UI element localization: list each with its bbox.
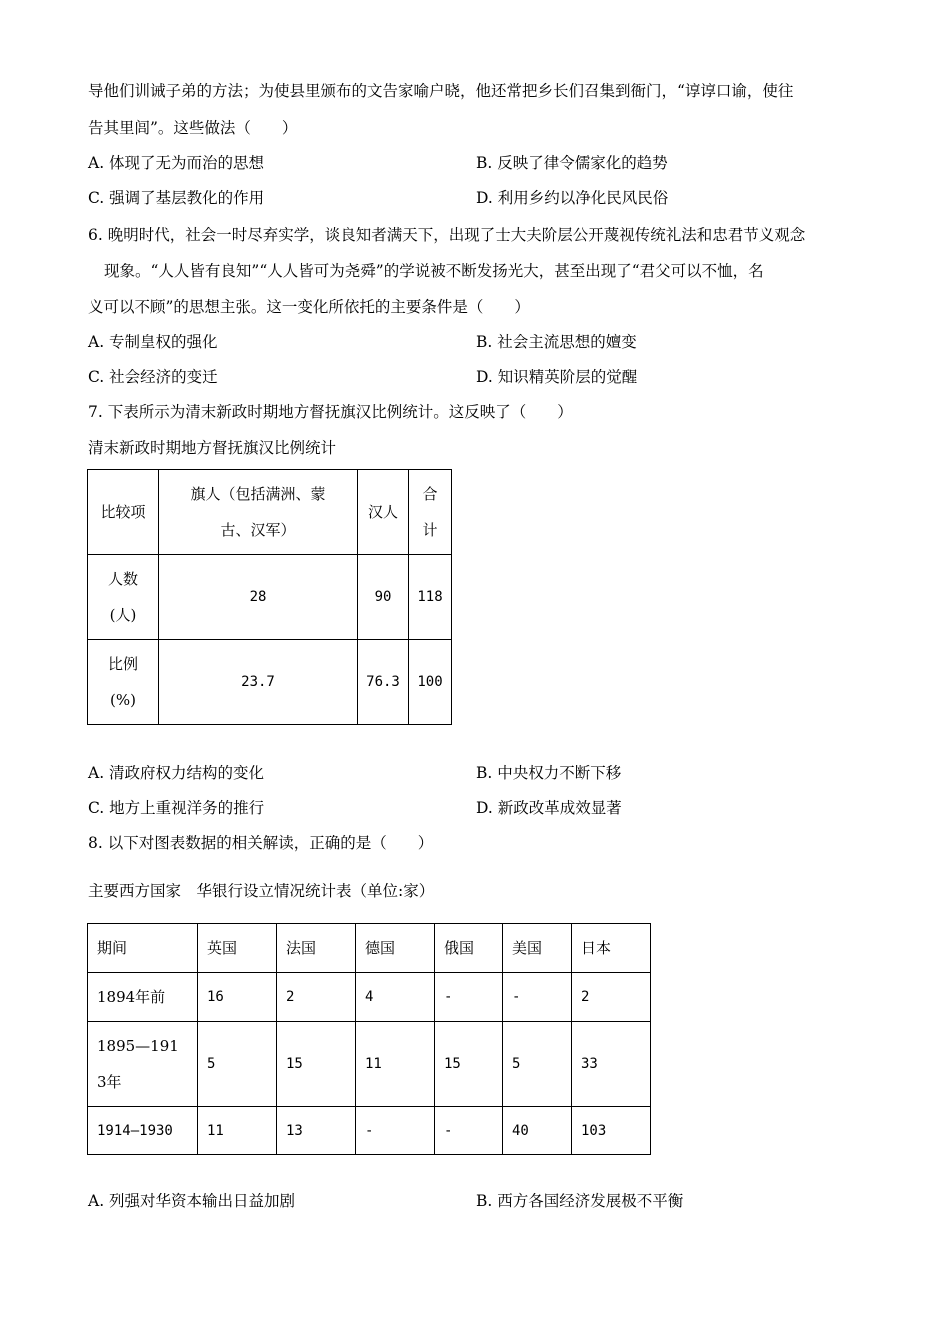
table-header-cell: 比较项 (88, 470, 159, 555)
table-header-row (88, 470, 452, 555)
table-header-cell: 日本 (572, 924, 651, 973)
row-label-line: 人数 (107, 570, 138, 588)
table-cell: 11 (198, 1107, 277, 1155)
table-header-cell: 俄国 (435, 924, 503, 973)
q6-stem-line-2: 现象。“人人皆有良知”“人人皆可为尧舜”的学说被不断发扬光大，甚至出现了“君父可以不恤，名 (104, 262, 764, 280)
q5-option-c: C. 强调了基层教化的作用 (88, 189, 265, 207)
table-header-cell: 汉人 (358, 470, 409, 555)
table-cell: 2 (572, 973, 651, 1022)
table-header-cell: 德国 (356, 924, 435, 973)
table-cell: - (356, 1107, 435, 1155)
table-cell (88, 640, 159, 725)
table-cell: 100 (409, 640, 452, 725)
table-header-cell (409, 470, 452, 555)
row-label-line: 比例 (107, 655, 138, 673)
table-cell: 5 (198, 1022, 277, 1107)
table-cell: 1895—1913年 (88, 1022, 198, 1107)
q6-option-b: B. 社会主流思想的嬗变 (476, 333, 637, 351)
q8-data-table (87, 923, 651, 1155)
q7-option-a: A. 清政府权力结构的变化 (88, 764, 265, 782)
table-cell: 90 (358, 555, 409, 640)
q5-stem-line-1: 导他们训诫子弟的方法；为使县里颁布的文告家喻户晓，他还常把乡长们召集到衙门，“谆谆口谕，使往 (88, 82, 794, 100)
q8-stem: 8. 以下对图表数据的相关解读，正确的是（ ） (88, 834, 434, 852)
header-text-line: 计 (422, 521, 438, 539)
row-label-line: (人) (109, 606, 137, 624)
q7-table-title: 清末新政时期地方督抚旗汉比例统计 (88, 439, 337, 457)
table-cell: 11 (356, 1022, 435, 1107)
table-row (88, 1022, 651, 1107)
row-label-line: (%) (110, 691, 136, 709)
q7-option-d: D. 新政改革成效显著 (476, 799, 622, 817)
q6-option-a: A. 专制皇权的强化 (88, 333, 218, 351)
q8-table-title: 主要西方国家 华银行设立情况统计表（单位:家） (88, 882, 435, 900)
table-row (88, 973, 651, 1022)
header-text-line: 古、汉军） (220, 521, 296, 539)
table-cell: 28 (159, 555, 358, 640)
table-cell: 16 (198, 973, 277, 1022)
header-text-line: 合 (422, 485, 438, 503)
table-row (88, 555, 452, 640)
table-header-cell (159, 470, 358, 555)
table-cell: 118 (409, 555, 452, 640)
q6-stem-line-1: 6. 晚明时代，社会一时尽弃实学，谈良知者满天下，出现了士大夫阶层公开蔑视传统礼法和忠君节义观念 (88, 226, 806, 244)
table-cell (88, 555, 159, 640)
q5-option-d: D. 利用乡约以净化民风民俗 (476, 189, 669, 207)
table-cell: 40 (503, 1107, 572, 1155)
table-cell: 13 (277, 1107, 356, 1155)
table-cell: 76.3 (358, 640, 409, 725)
table-cell: 33 (572, 1022, 651, 1107)
table-header-row (88, 924, 651, 973)
q6-option-c: C. 社会经济的变迁 (88, 368, 218, 386)
q5-option-a: A. 体现了无为而治的思想 (88, 154, 265, 172)
table-cell: - (503, 973, 572, 1022)
q7-stem: 7. 下表所示为清末新政时期地方督抚旗汉比例统计。这反映了（ ） (88, 403, 573, 421)
header-text-line: 旗人（包括满洲、蒙 (190, 485, 326, 503)
table-cell: 2 (277, 973, 356, 1022)
q5-option-b: B. 反映了律令儒家化的趋势 (476, 154, 668, 172)
table-header-cell: 期间 (88, 924, 198, 973)
q7-data-table (87, 469, 452, 725)
table-row (88, 640, 452, 725)
table-cell: - (435, 1107, 503, 1155)
table-cell: 23.7 (159, 640, 358, 725)
q7-option-b: B. 中央权力不断下移 (476, 764, 622, 782)
q7-option-c: C. 地方上重视洋务的推行 (88, 799, 265, 817)
q5-stem-line-2: 告其里闾”。这些做法（ ） (88, 119, 298, 137)
table-header-cell: 美国 (503, 924, 572, 973)
table-header-cell: 英国 (198, 924, 277, 973)
q8-option-b: B. 西方各国经济发展极不平衡 (476, 1192, 684, 1210)
table-header-cell: 法国 (277, 924, 356, 973)
q6-stem-line-3: 义可以不顾”的思想主张。这一变化所依托的主要条件是（ ） (88, 298, 530, 316)
table-cell: 5 (503, 1022, 572, 1107)
table-cell: 15 (435, 1022, 503, 1107)
table-cell: 1894年前 (88, 973, 198, 1022)
table-cell: 15 (277, 1022, 356, 1107)
table-cell: - (435, 973, 503, 1022)
table-cell: 4 (356, 973, 435, 1022)
table-cell: 103 (572, 1107, 651, 1155)
table-row (88, 1107, 651, 1155)
q8-option-a: A. 列强对华资本输出日益加剧 (88, 1192, 296, 1210)
table-cell: 1914—1930 (88, 1107, 198, 1155)
q6-option-d: D. 知识精英阶层的觉醒 (476, 368, 638, 386)
